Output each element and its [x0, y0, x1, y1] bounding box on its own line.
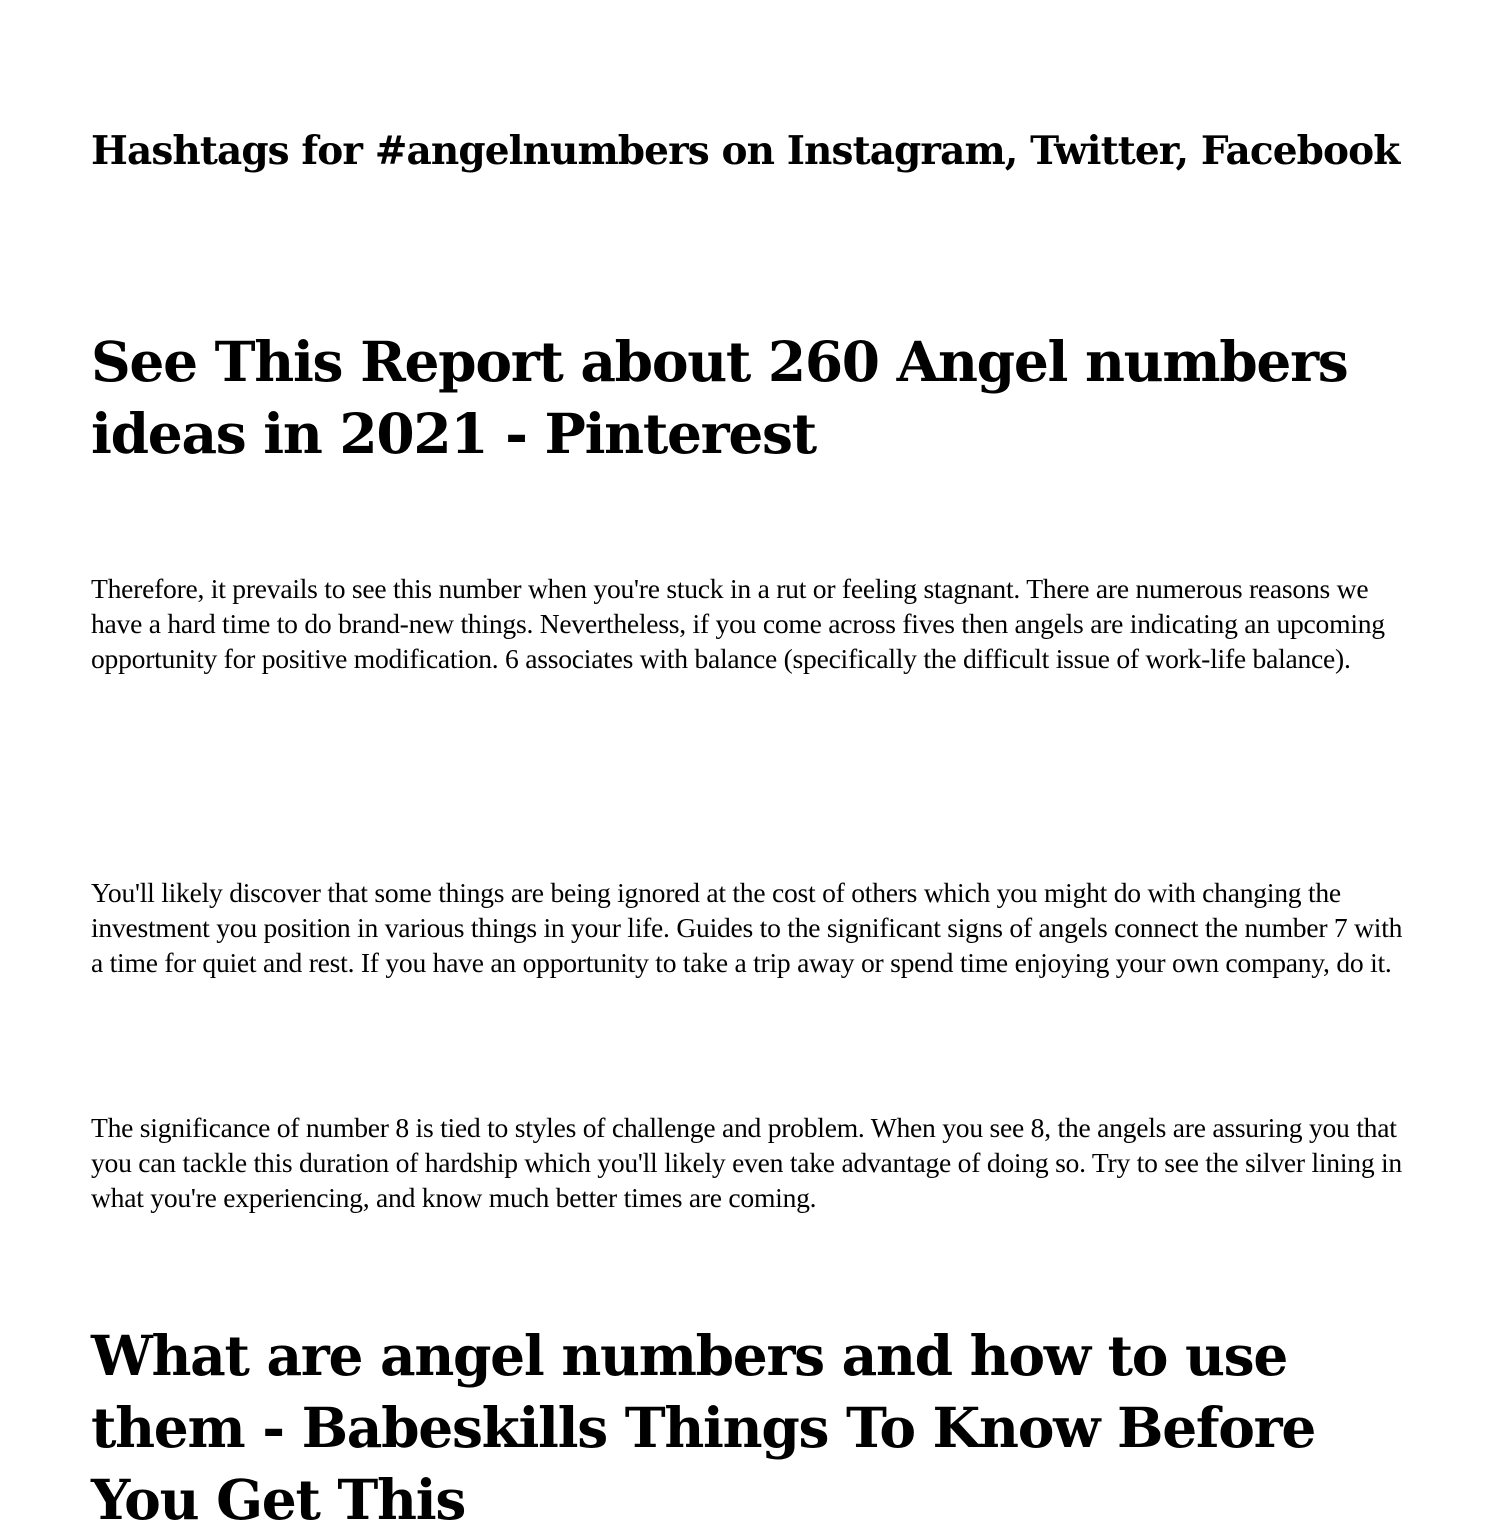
paragraph-balance: Therefore, it prevails to see this number when you're stuck in a rut or feeling stagnant. There are numerous reasons we have a hard time to do brand-new things. Nevertheless, if you come across fives then angels are indicating an upcoming opportunity for positive modification. 6 associates with balance (specifically the difficult issue of work-life balance). [91, 573, 1385, 674]
heading-report: See This Report about 260 Angel numbers ideas in 2021 - Pinterest [91, 329, 1348, 466]
paragraph-quiet-rest: You'll likely discover that some things are being ignored at the cost of others which you might do with changing the investment you position in various things in your life. Guides to the significant signs of angels connect the number 7 with a time for quiet and rest. If you have an opportunity to take a trip away or spend time enjoying your own company, do it. [91, 877, 1403, 978]
heading-hashtags: Hashtags for #angelnumbers on Instagram, Twitter, Facebook [91, 128, 1400, 174]
paragraph-challenge: The significance of number 8 is tied to styles of challenge and problem. When you see 8, the angels are assuring you that you can tackle this duration of hardship which you'll likely even take advantage of doing so. Try to see the silver lining in what you're experiencing, and know much better times are coming. [91, 1112, 1402, 1213]
heading-what-are-angel-numbers: What are angel numbers and how to use them - Babeskills Things To Know Before You Get This [91, 1323, 1316, 1532]
